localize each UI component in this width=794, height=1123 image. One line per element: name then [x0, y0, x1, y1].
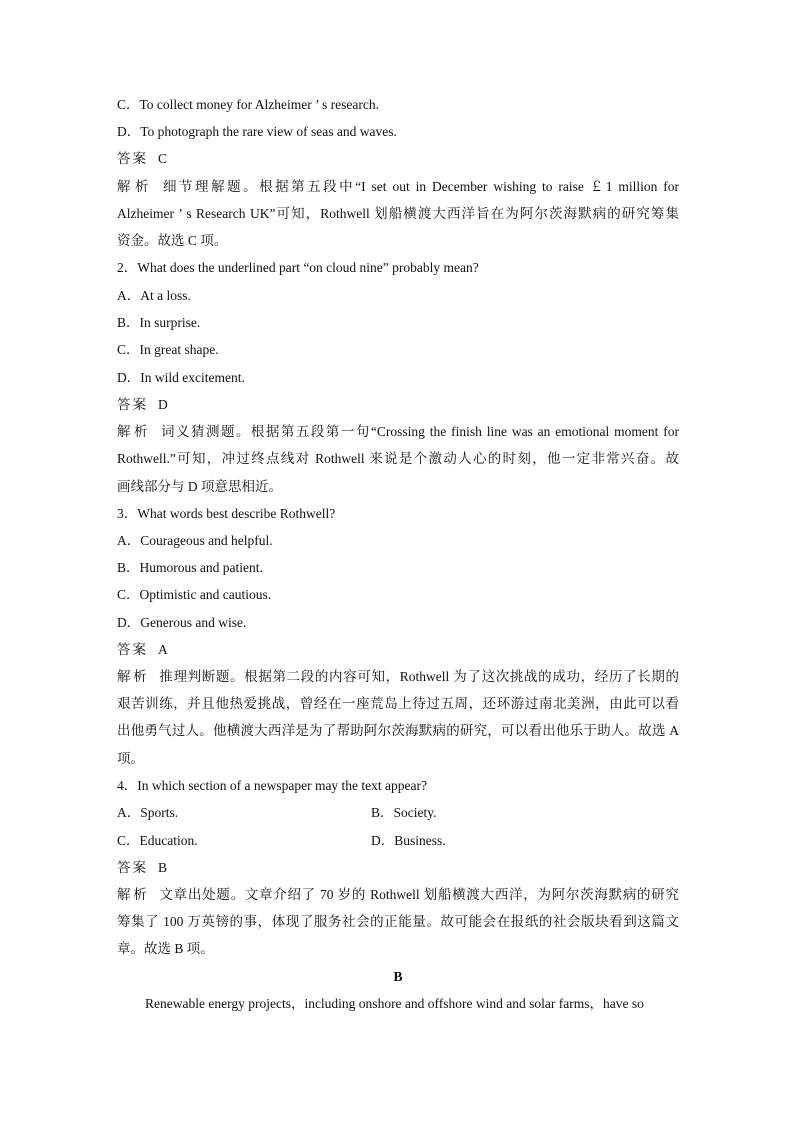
- q2-analysis-line2: Rothwell.”可知，冲过终点线对 Rothwell 来说是个激动人心的时刻，他一定非常兴奋。故: [117, 451, 679, 466]
- q3-analysis-line2: 艰苦训练，并且他热爱挑战，曾经在一座荒岛上待过五周，还环游过南北美洲，由此可以看: [117, 696, 679, 711]
- q2-option-b: B．In surprise.: [117, 315, 201, 330]
- q1-analysis-line2: Alzheimer ’ s Research UK”可知，Rothwell 划船横渡大西洋旨在为阿尔茨海默病的研究筹集: [117, 206, 679, 221]
- answer-label: 答案: [117, 642, 148, 657]
- q4-option-a: A．Sports.: [117, 805, 179, 820]
- section-heading: B: [393, 969, 403, 984]
- q4-analysis: [117, 886, 679, 904]
- q3-option-b: B．Humorous and patient.: [117, 560, 263, 575]
- q2-analysis: [117, 423, 679, 441]
- q1-analysis-line3: 资金。故选 C 项。: [117, 233, 228, 248]
- q3-option-d: D．Generous and wise.: [117, 615, 247, 630]
- analysis-text: 文章出处题。文章介绍了 70 岁的 Rothwell 划船横渡大西洋，为阿尔茨海默病的研究: [159, 887, 680, 902]
- q3-option-c: C．Optimistic and cautious.: [117, 587, 272, 602]
- answer-value: A: [158, 642, 168, 657]
- q1-answer: [117, 150, 679, 168]
- passage-first-line: Renewable energy projects，including onshore and offshore wind and solar farms，have so: [145, 996, 644, 1011]
- q2-question: 2．What does the underlined part “on cloud nine” probably mean?: [117, 260, 479, 275]
- q2-option-c: C．In great shape.: [117, 342, 219, 357]
- answer-value: C: [158, 151, 168, 166]
- q4-analysis-line3: 章。故选 B 项。: [117, 941, 214, 956]
- analysis-label: 解析: [117, 887, 150, 902]
- q3-answer: [117, 641, 679, 659]
- answer-label: 答案: [117, 397, 148, 412]
- q3-option-a: A．Courageous and helpful.: [117, 533, 273, 548]
- q2-answer: [117, 396, 679, 414]
- answer-value: B: [158, 860, 168, 875]
- answer-label: 答案: [117, 860, 148, 875]
- q1-analysis: [117, 178, 679, 196]
- q2-analysis-line3: 画线部分与 D 项意思相近。: [117, 479, 282, 494]
- q4-analysis-line2: 筹集了 100 万英镑的事，体现了服务社会的正能量。故可能会在报纸的社会版块看到这篇文: [117, 914, 679, 929]
- q4-option-c: C．Education.: [117, 833, 198, 848]
- q2-option-d: D．In wild excitement.: [117, 370, 245, 385]
- answer-label: 答案: [117, 151, 148, 166]
- q3-analysis-line4: 项。: [117, 751, 144, 766]
- q4-answer: [117, 859, 679, 877]
- q4-question: 4．In which section of a newspaper may the text appear?: [117, 778, 428, 793]
- q4-option-d: D．Business.: [371, 833, 446, 848]
- analysis-label: 解析: [117, 179, 154, 194]
- analysis-text: 推理判断题。根据第二段的内容可知，Rothwell 为了这次挑战的成功，经历了长期的: [159, 669, 680, 684]
- analysis-label: 解析: [117, 669, 150, 684]
- q2-option-a: A．At a loss.: [117, 288, 191, 303]
- q1-option-d: D．To photograph the rare view of seas and waves.: [117, 124, 397, 139]
- analysis-label: 解析: [117, 424, 151, 439]
- q3-analysis-line3: 出他勇气过人。他横渡大西洋是为了帮助阿尔茨海默病的研究，可以看出他乐于助人。故选 A: [117, 723, 679, 738]
- q3-question: 3．What words best describe Rothwell?: [117, 506, 336, 521]
- q4-options-row1: [117, 804, 679, 822]
- analysis-text: 词义猜测题。根据第五段第一句“Crossing the finish line was an emotional moment for: [160, 424, 679, 439]
- answer-value: D: [158, 397, 168, 412]
- q3-analysis: [117, 668, 679, 686]
- q1-option-c: C．To collect money for Alzheimer ’ s research.: [117, 97, 379, 112]
- q4-options-row2: [117, 832, 679, 850]
- analysis-text: 细节理解题。根据第五段中“I set out in December wishing to raise ￡1 million for: [163, 179, 680, 194]
- q4-option-b: B．Society.: [371, 805, 437, 820]
